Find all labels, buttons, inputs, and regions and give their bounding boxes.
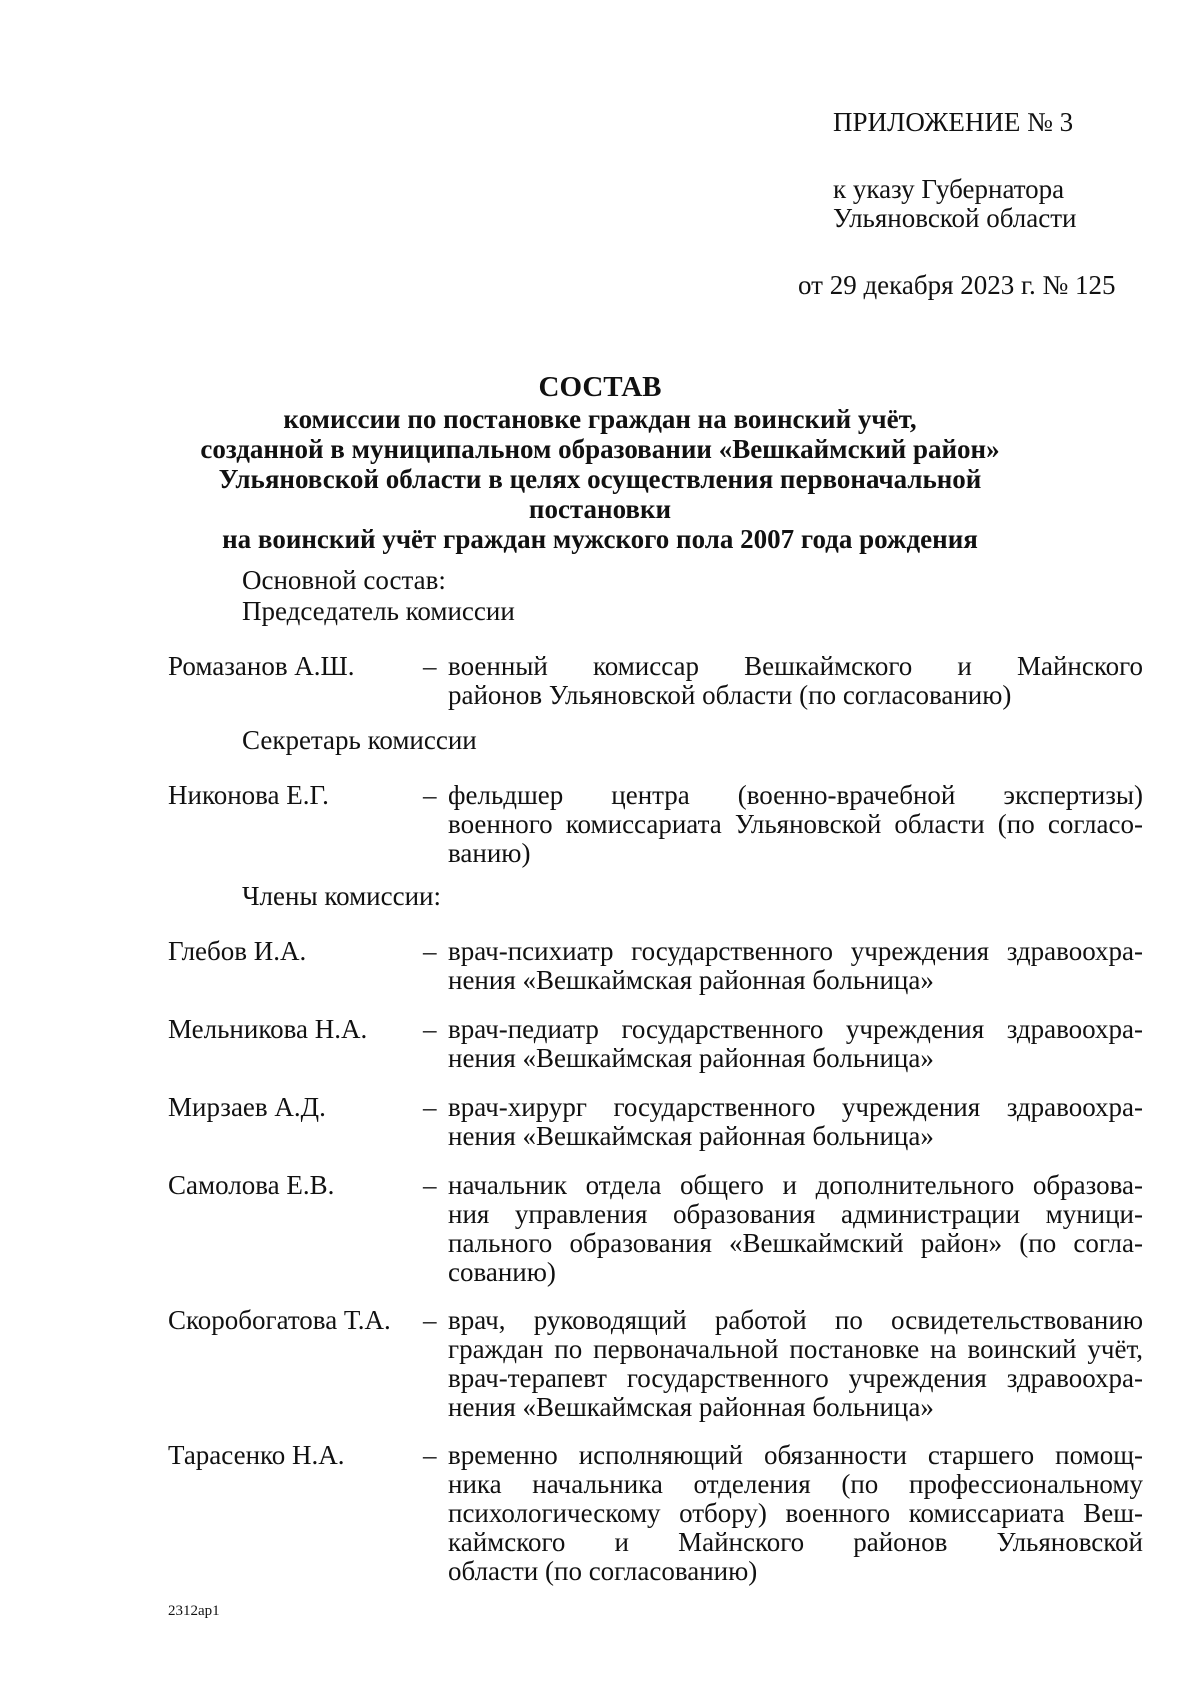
member-name: Тарасенко Н.А. (168, 1440, 345, 1470)
role-line: фельдшер центра (военно-врачебной экспертизы) (448, 780, 1143, 810)
title-main: СОСТАВ (538, 371, 662, 403)
title-line-4: на воинский учёт граждан мужского пола 2007 года рождения (222, 524, 978, 554)
member-role (448, 1306, 1143, 1422)
entry-dash: – (423, 1170, 437, 1200)
member-name: Скоробогатова Т.А. (168, 1305, 391, 1335)
role-line: врач-терапевт государственного учреждения здравоохра- (448, 1363, 1143, 1393)
role-line: области (по согласованию) (448, 1556, 758, 1586)
chairman-name: Ромазанов А.Ш. (168, 651, 355, 681)
role-line: сованию) (448, 1257, 556, 1287)
role-line: ванию) (448, 838, 531, 868)
decree-reference-line-2: Ульяновской области (833, 203, 1077, 233)
secretary-name: Никонова Е.Г. (168, 780, 329, 810)
entry-dash: – (423, 1440, 437, 1470)
member-entry (168, 1306, 1143, 1422)
role-line: врач, руководящий работой по освидетельствованию (448, 1305, 1143, 1335)
entry-dash: – (423, 651, 437, 681)
member-name: Мирзаев А.Д. (168, 1092, 326, 1122)
title-line-1: комиссии по постановке граждан на воинский учёт, (283, 404, 917, 434)
section-secretary: Секретарь комиссии (242, 725, 477, 755)
footer-code: 2312ap1 (168, 1603, 220, 1619)
member-entry (168, 1093, 1143, 1151)
document-title (150, 370, 1050, 554)
role-line: ника начальника отделения (по профессиональному (448, 1469, 1143, 1499)
member-entry (168, 1441, 1143, 1586)
entry-dash: – (423, 1305, 437, 1335)
member-role (448, 1015, 1143, 1073)
role-line: нения «Вешкаймская районная больница» (448, 1043, 934, 1073)
role-line: ния управления образования администрации муници- (448, 1199, 1143, 1229)
role-line: военный комиссар Вешкаймского и Майнского (448, 651, 1143, 681)
role-line: врач-психиатр государственного учреждения здравоохра- (448, 936, 1143, 966)
entry-dash: – (423, 1014, 437, 1044)
role-line: пального образования «Вешкаймский район» (по согла- (448, 1228, 1143, 1258)
role-line: военного комиссариата Ульяновской области (по согласо- (448, 809, 1143, 839)
member-entry (168, 937, 1143, 995)
role-line: врач-хирург государственного учреждения здравоохра- (448, 1092, 1143, 1122)
section-chairman: Председатель комиссии (242, 596, 515, 626)
decree-date: от 29 декабря 2023 г. № 125 (798, 270, 1116, 300)
chairman-entry (168, 652, 1143, 710)
role-line: врач-педиатр государственного учреждения здравоохра- (448, 1014, 1143, 1044)
role-line: нения «Вешкаймская районная больница» (448, 1392, 934, 1422)
appendix-number: ПРИЛОЖЕНИЕ № 3 (833, 107, 1074, 137)
entry-dash: – (423, 936, 437, 966)
decree-reference-line-1: к указу Губернатора (833, 174, 1065, 204)
decree-reference (833, 175, 1077, 233)
role-line: временно исполняющий обязанности старшего помощ- (448, 1440, 1143, 1470)
role-line: нения «Вешкаймская районная больница» (448, 965, 934, 995)
section-main-composition: Основной состав: (242, 565, 446, 595)
role-line: граждан по первоначальной постановке на воинский учёт, (448, 1334, 1143, 1364)
member-name: Глебов И.А. (168, 936, 307, 966)
entry-dash: – (423, 1092, 437, 1122)
title-line-3: Ульяновской области в целях осуществления первоначальной постановки (218, 464, 982, 524)
chairman-role (448, 652, 1143, 710)
member-role (448, 1093, 1143, 1151)
member-entry (168, 1015, 1143, 1073)
member-entry (168, 1171, 1143, 1287)
member-name: Мельникова Н.А. (168, 1014, 368, 1044)
secretary-role (448, 781, 1143, 868)
section-members: Члены комиссии: (242, 881, 441, 911)
role-line: психологическому отбору) военного комиссариата Веш- (448, 1498, 1143, 1528)
role-line: начальник отдела общего и дополнительного образова- (448, 1170, 1143, 1200)
secretary-entry (168, 781, 1143, 868)
member-role (448, 1171, 1143, 1287)
entry-dash: – (423, 780, 437, 810)
member-role (448, 1441, 1143, 1586)
role-line: нения «Вешкаймская районная больница» (448, 1121, 934, 1151)
role-line: каймского и Майнского районов Ульяновской (448, 1527, 1143, 1557)
role-line: районов Ульяновской области (по согласованию) (448, 680, 1012, 710)
member-name: Самолова Е.В. (168, 1170, 335, 1200)
member-role (448, 937, 1143, 995)
title-line-2: созданной в муниципальном образовании «Вешкаймский район» (200, 434, 1000, 464)
